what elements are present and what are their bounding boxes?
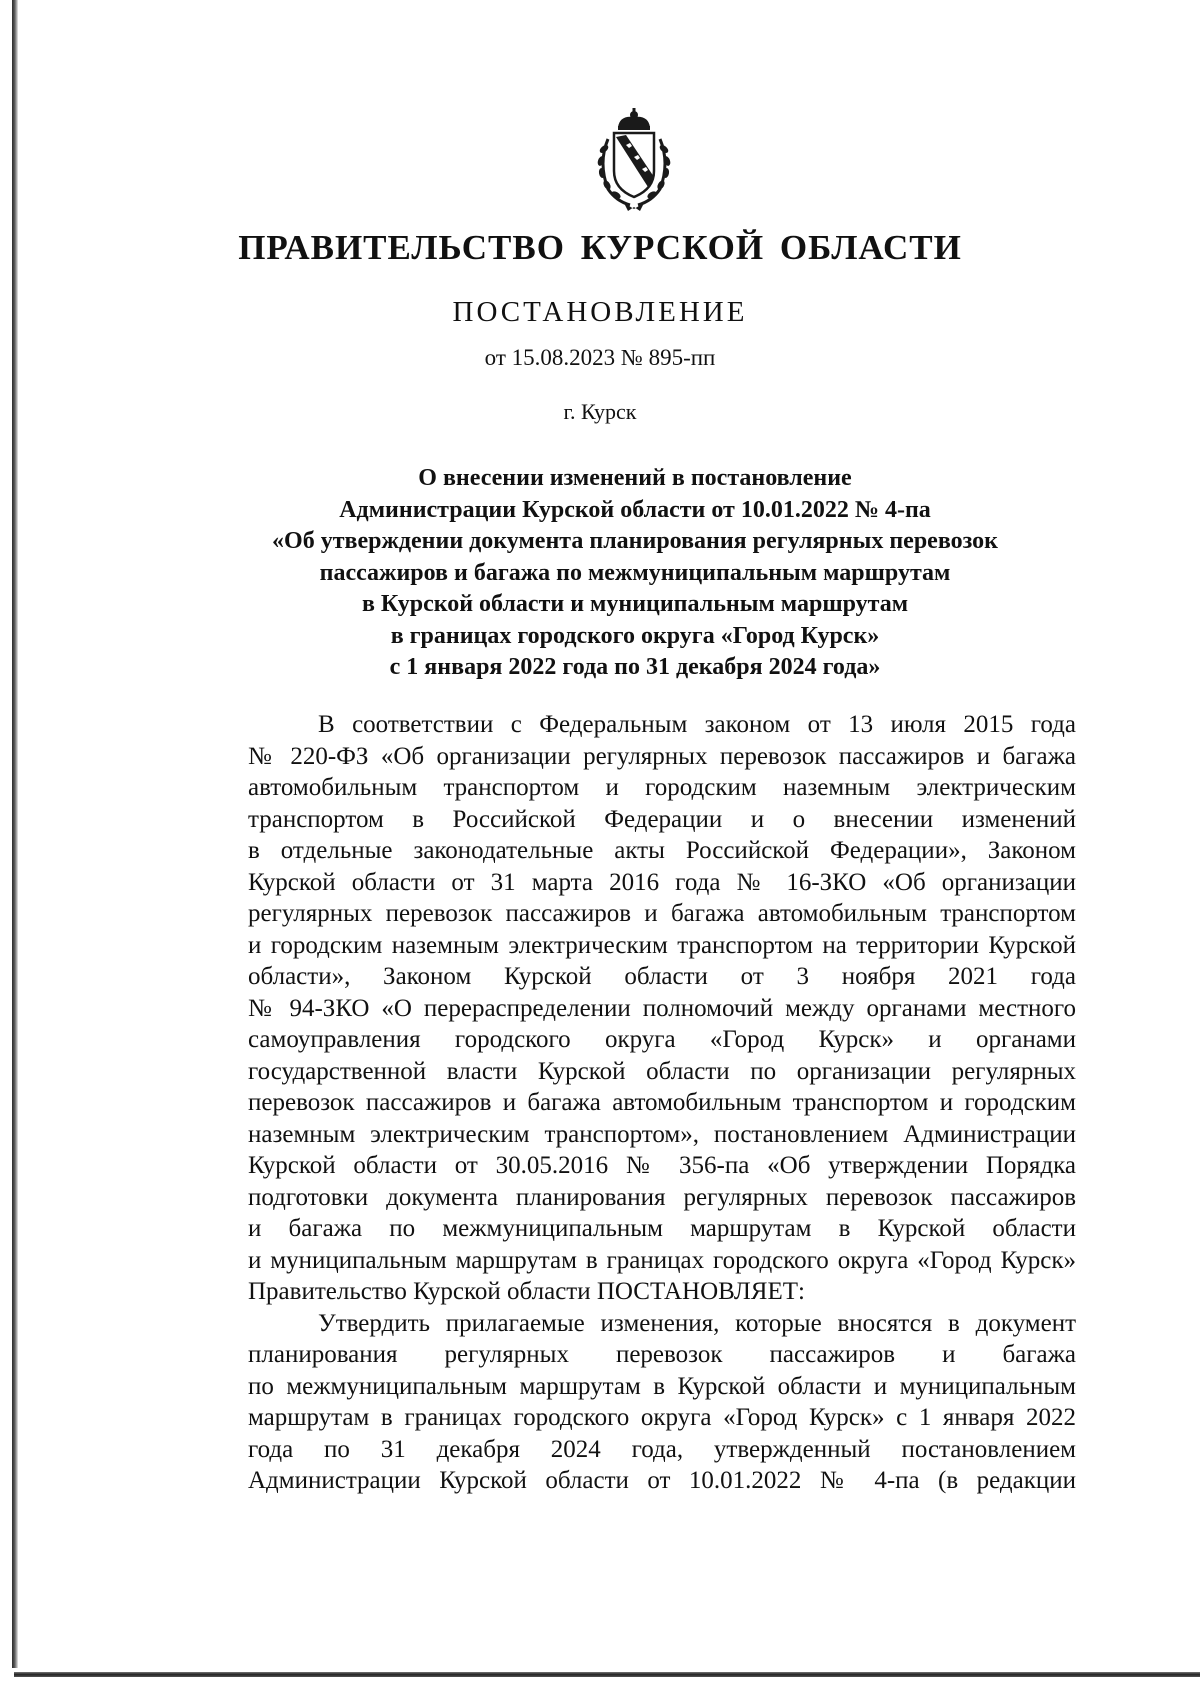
body-line: автомобильным транспортом и городским наземным электрическим — [248, 774, 1076, 801]
body-line: маршрутам в границах городского округа «Город Курск» с 1 января 2022 — [248, 1404, 1076, 1431]
body-line: перевозок пассажиров и багажа автомобильным транспортом и городским — [248, 1089, 1076, 1116]
body-paragraph-1 — [178, 709, 1076, 1308]
body-line: подготовки документа планирования регулярных перевозок пассажиров — [248, 1183, 1076, 1211]
body-line: № 220-ФЗ «Об организации регулярных перевозок пассажиров и багажа — [248, 742, 1076, 770]
body-line: в отдельные законодательные акты Российской Федерации», Законом — [248, 837, 1076, 864]
body-line: года по 31 декабря 2024 года, утвержденный постановлением — [248, 1435, 1076, 1463]
body-line: государственной власти Курской области по организации регулярных — [248, 1057, 1076, 1085]
body-line: В соответствии с Федеральным законом от 13 июля 2015 года — [318, 711, 1076, 738]
subject-line: О внесении изменений в постановление — [418, 465, 852, 491]
body-line: Курской области от 31 марта 2016 года № 16-ЗКО «Об организации — [248, 868, 1076, 896]
subject-line: Администрации Курской области от 10.01.2022 № 4-па — [339, 496, 931, 523]
body-line: Утвердить прилагаемые изменения, которые вносятся в документ — [318, 1309, 1076, 1337]
body-line: планирования регулярных перевозок пассажиров и багажа — [248, 1341, 1076, 1368]
document-number-line: от 15.08.2023 № 895-пп — [484, 345, 716, 370]
body-line: Администрации Курской области от 10.01.2022 № 4-па (в редакции — [248, 1467, 1076, 1494]
body-line: области», Законом Курской области от 3 ноября 2021 года — [248, 963, 1076, 990]
scan-bottom-edge — [14, 1672, 1200, 1677]
body-line: по межмуниципальным маршрутам в Курской области и муниципальным — [248, 1372, 1076, 1400]
body-line: регулярных перевозок пассажиров и багажа автомобильным транспортом — [248, 900, 1076, 927]
body-line: самоуправления городского округа «Город Курск» и органами — [248, 1026, 1076, 1053]
body-line: наземным электрическим транспортом», постановлением Администрации — [248, 1120, 1076, 1148]
subject-line: с 1 января 2022 года по 31 декабря 2024 года» — [389, 654, 881, 680]
document-type: ПОСТАНОВЛЕНИЕ — [452, 296, 748, 328]
body-line: Курской области от 30.05.2016 № 356-па «Об утверждении Порядка — [248, 1152, 1076, 1179]
body-line: № 94-ЗКО «О перераспределении полномочий между органами местного — [248, 994, 1076, 1022]
document-subject — [190, 463, 1080, 684]
body-paragraph-2 — [178, 1308, 1076, 1497]
document-city: г. Курск — [563, 399, 637, 424]
body-line: и багажа по межмуниципальным маршрутам в Курской области — [248, 1215, 1076, 1242]
body-line: транспортом в Российской Федерации и о внесении изменений — [248, 805, 1076, 833]
subject-line: «Об утверждении документа планирования регулярных перевозок — [272, 528, 998, 554]
document-body — [178, 709, 1076, 1497]
body-line: и муниципальным маршрутам в границах городского округа «Город Курск» — [248, 1246, 1076, 1274]
kursk-coat-of-arms-icon — [586, 105, 682, 215]
subject-line: в Курской области и муниципальным маршрутам — [361, 591, 909, 617]
body-line: Правительство Курской области ПОСТАНОВЛЯЕТ: — [248, 1278, 805, 1305]
subject-line: в границах городского округа «Город Курск» — [390, 622, 880, 649]
subject-line: пассажиров и багажа по межмуниципальным маршрутам — [319, 559, 951, 586]
body-line: и городским наземным электрическим транспортом на территории Курской — [248, 931, 1076, 959]
government-title: ПРАВИТЕЛЬСТВО КУРСКОЙ ОБЛАСТИ — [238, 228, 962, 267]
